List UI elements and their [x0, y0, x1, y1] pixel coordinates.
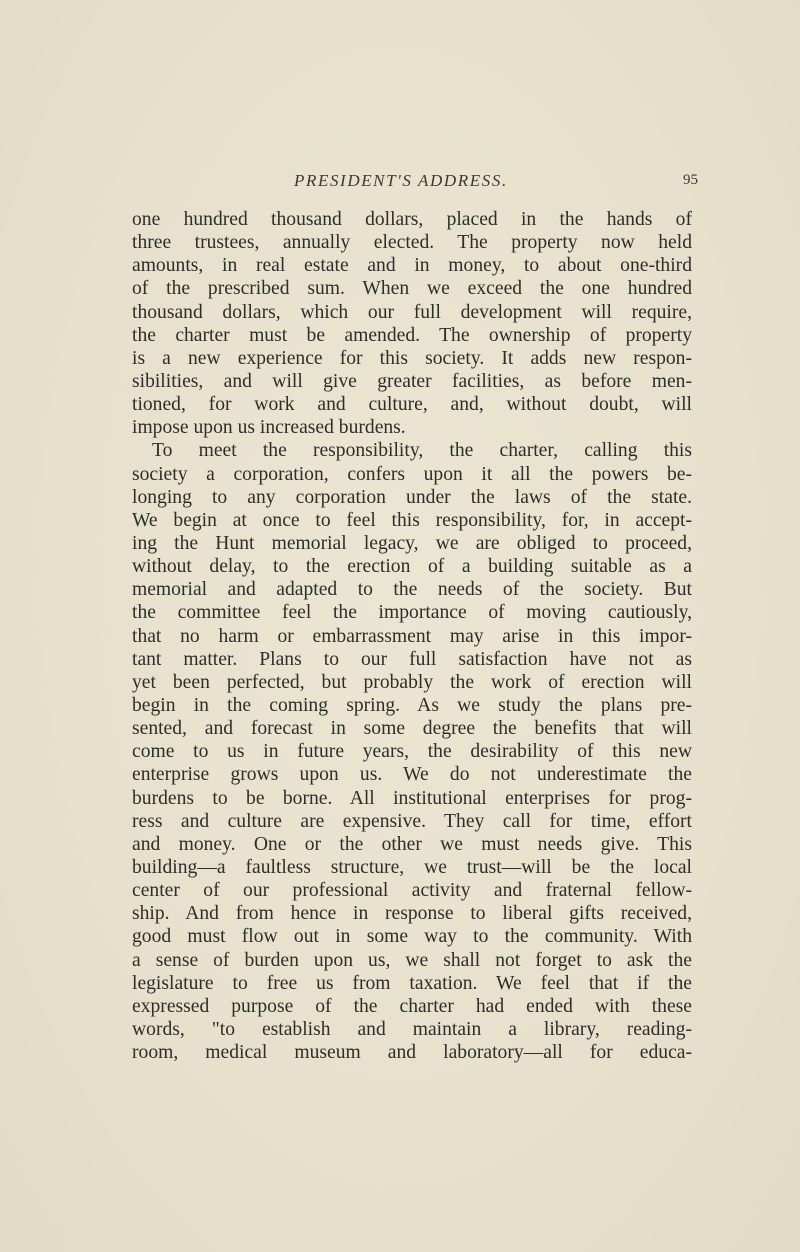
text-line: room, medical museum and laboratory—all for educa-: [132, 1042, 692, 1064]
text-line: good must flow out in some way to the community. With: [132, 926, 692, 948]
running-title: PRESIDENT'S ADDRESS.: [294, 171, 508, 190]
text-line: sibilities, and will give greater facilities, as before men-: [132, 370, 692, 392]
text-line: one hundred thousand dollars, placed in the hands of: [132, 209, 692, 230]
page-number: 95: [683, 172, 698, 188]
paragraph-last-line: impose upon us increased burdens.: [132, 417, 406, 439]
text-line: expressed purpose of the charter had ended with these: [132, 995, 692, 1017]
text-line: tant matter. Plans to our full satisfaction have not as: [132, 648, 692, 670]
text-line: longing to any corporation under the laws of the state.: [132, 486, 692, 508]
text-line: memorial and adapted to the needs of the society. But: [132, 579, 692, 601]
body-text: [132, 208, 692, 1064]
text-line: without delay, to the erection of a building suitable as a: [132, 556, 692, 578]
text-line: tioned, for work and culture, and, without doubt, will: [132, 394, 692, 416]
text-line: yet been perfected, but probably the work of erection will: [132, 671, 692, 693]
text-line: building—a faultless structure, we trust—will be the local: [132, 856, 692, 878]
text-line: come to us in future years, the desirability of this new: [132, 741, 692, 763]
text-line: ing the Hunt memorial legacy, we are obliged to proceed,: [132, 532, 692, 554]
text-line: burdens to be borne. All institutional enterprises for prog-: [132, 787, 692, 809]
text-line: a sense of burden upon us, we shall not forget to ask the: [132, 949, 692, 971]
text-line: begin in the coming spring. As we study the plans pre-: [132, 694, 692, 716]
text-line: enterprise grows upon us. We do not underestimate the: [132, 764, 692, 786]
text-line: ress and culture are expensive. They call for time, effort: [132, 810, 692, 832]
text-line: amounts, in real estate and in money, to about one-third: [132, 255, 692, 277]
text-line: center of our professional activity and fraternal fellow-: [132, 880, 692, 902]
text-line: We begin at once to feel this responsibility, for, in accept-: [132, 509, 692, 531]
text-line: and money. One or the other we must needs give. This: [132, 833, 692, 855]
text-line: the charter must be amended. The ownership of property: [132, 324, 692, 346]
text-line: thousand dollars, which our full development will require,: [132, 301, 692, 323]
text-line: words, "to establish and maintain a library, reading-: [132, 1018, 692, 1040]
text-line: is a new experience for this society. It adds new respon-: [132, 347, 692, 369]
text-line: that no harm or embarrassment may arise in this impor-: [132, 625, 692, 647]
paragraph-first-line: To meet the responsibility, the charter, calling this: [152, 440, 692, 462]
text-line: ship. And from hence in response to liberal gifts received,: [132, 903, 692, 925]
text-line: three trustees, annually elected. The property now held: [132, 232, 692, 254]
text-line: sented, and forecast in some degree the benefits that will: [132, 718, 692, 740]
text-line: of the prescribed sum. When we exceed the one hundred: [132, 278, 692, 300]
text-line: the committee feel the importance of moving cautiously,: [132, 602, 692, 624]
text-line: legislature to free us from taxation. We feel that if the: [132, 972, 692, 994]
text-line: society a corporation, confers upon it all the powers be-: [132, 463, 692, 485]
running-head: [0, 171, 800, 195]
